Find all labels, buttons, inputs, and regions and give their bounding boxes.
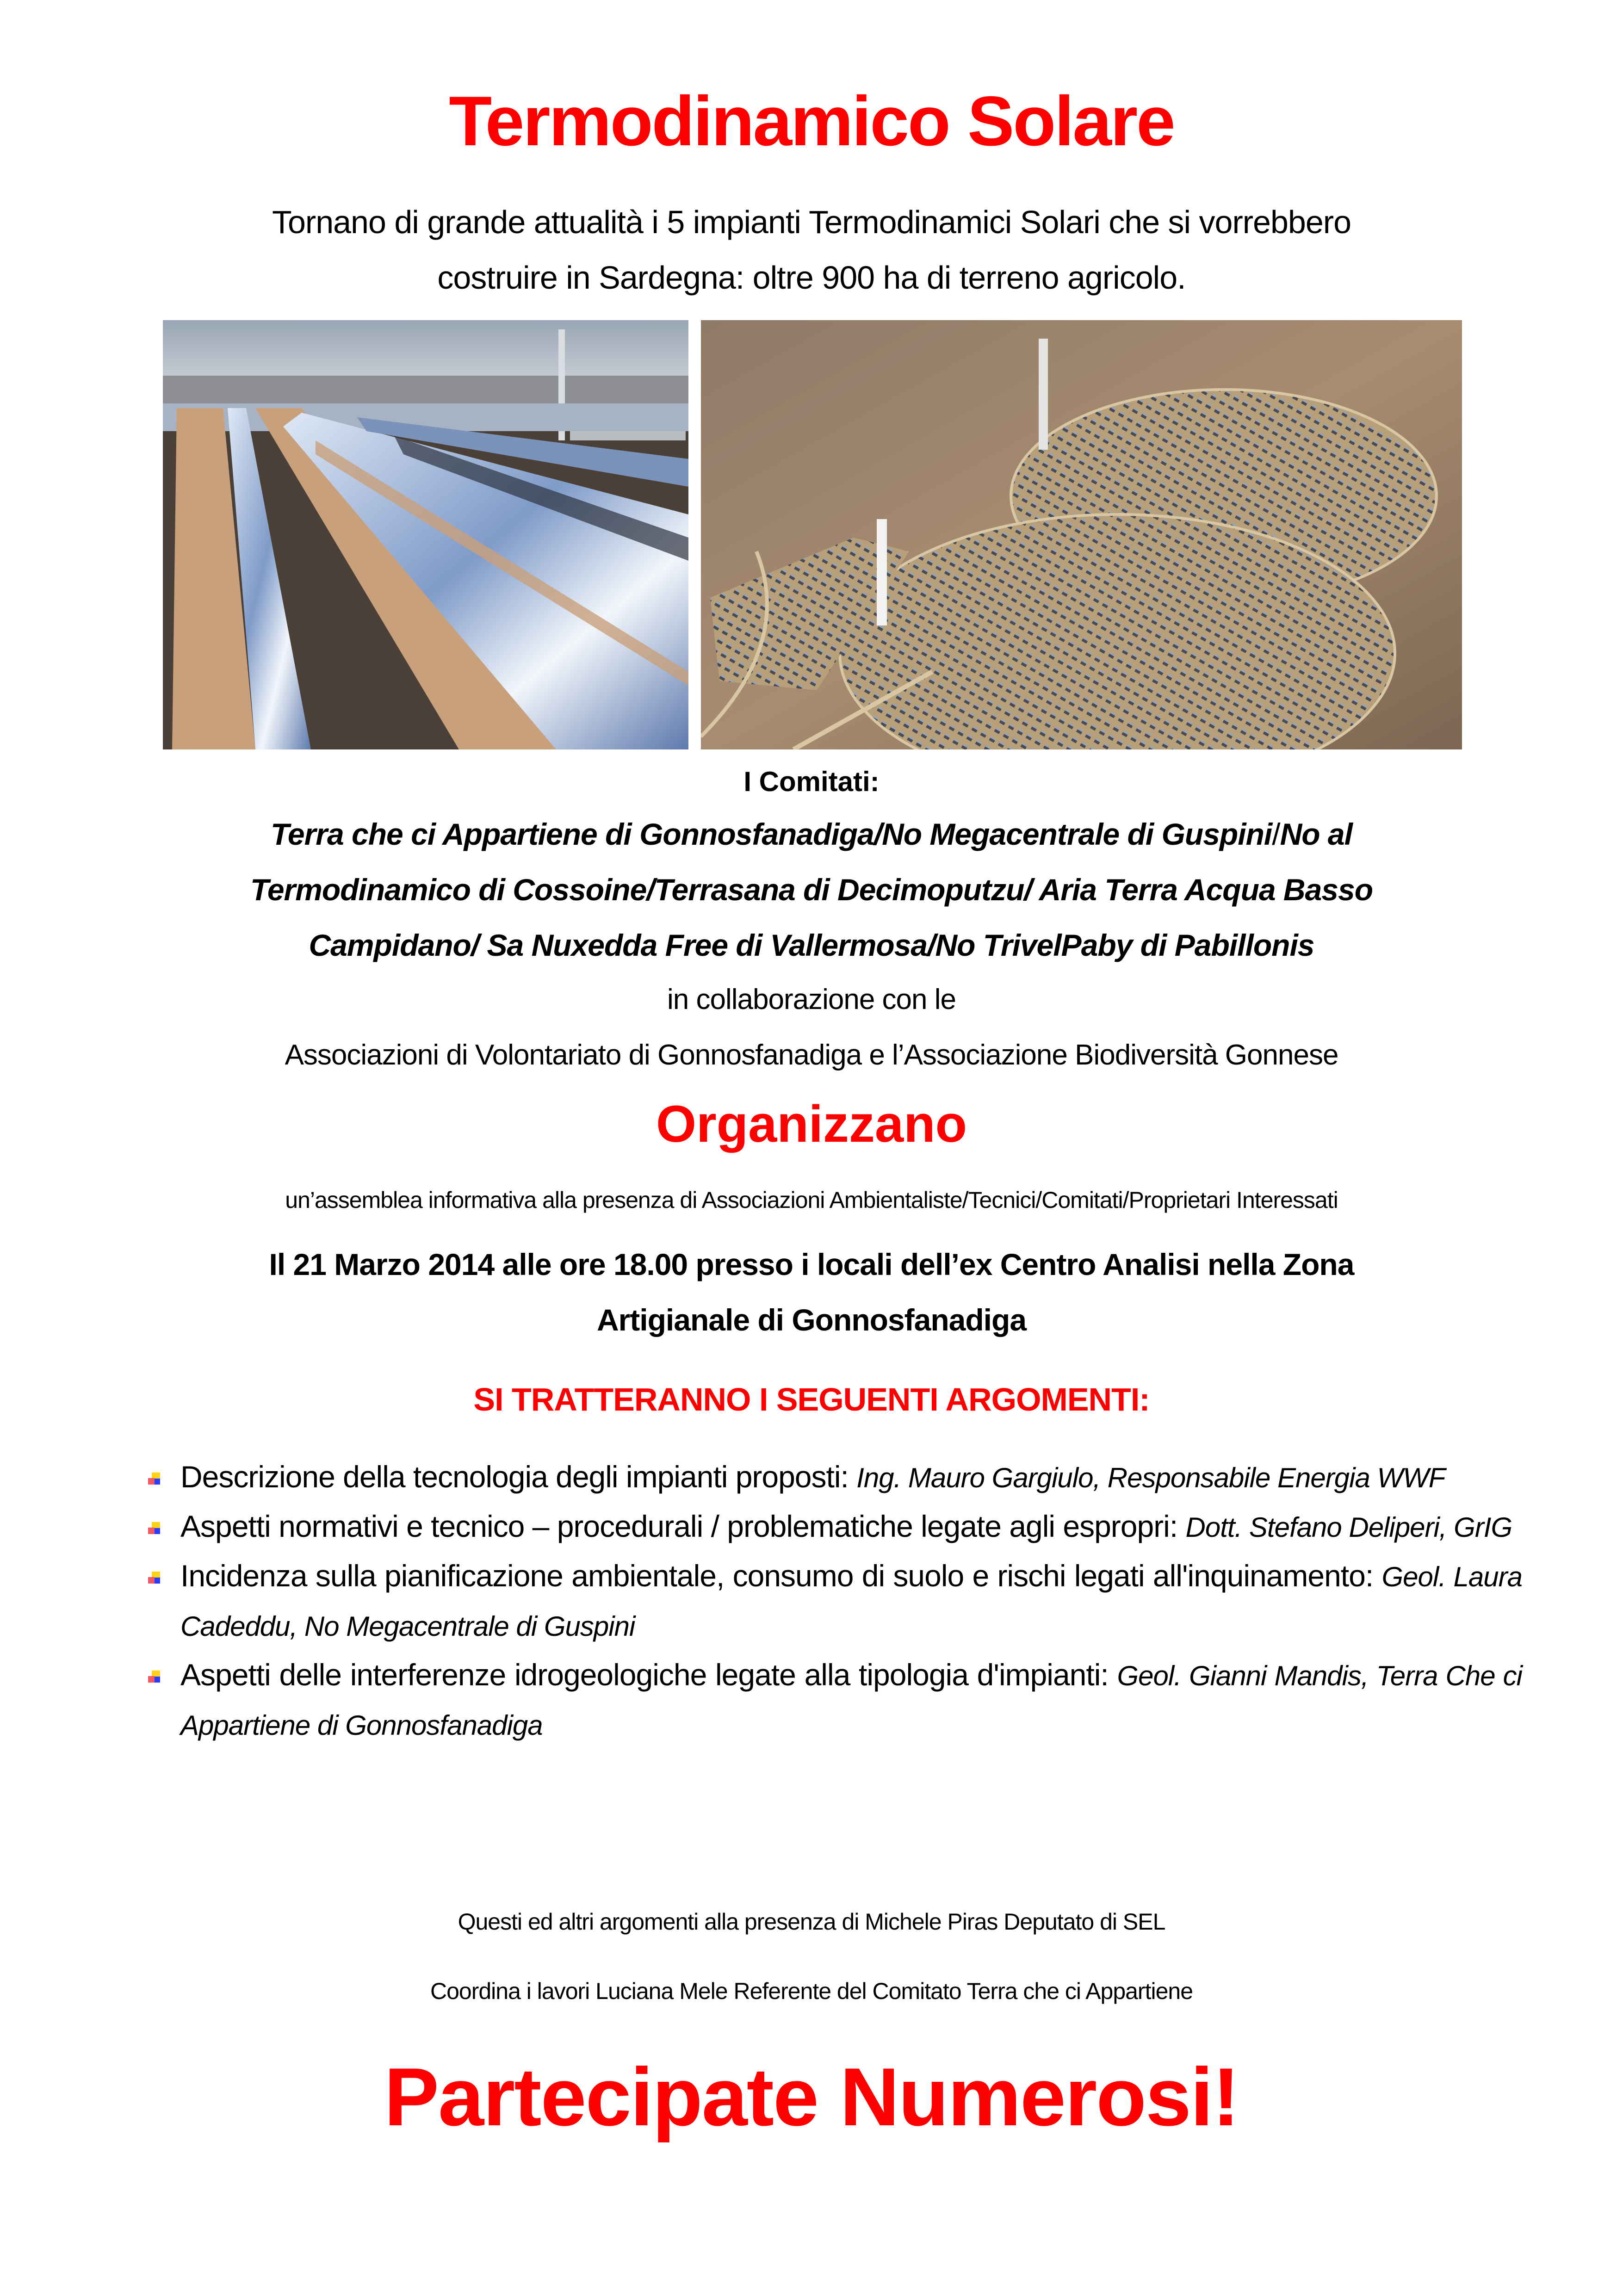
subtitle-line-1: Tornano di grande attualità i 5 impianti Termodinamici Solari che si vorrebbero (272, 204, 1351, 240)
parabolic-trough-illustration (163, 320, 688, 749)
comitati-line-2: Termodinamico di Cossoine/Terrasana di Decimoputzu/ Aria Terra Acqua Basso (250, 873, 1373, 907)
topic-item (143, 1453, 1522, 1502)
organizzano-heading: Organizzano (656, 1095, 967, 1153)
comitati-line-1 (0, 817, 1623, 852)
page-title: Termodinamico Solare (449, 82, 1174, 161)
topics-list (143, 1453, 1522, 1750)
bullet-icon (148, 1522, 160, 1534)
solar-tower-illustration (701, 320, 1462, 749)
event-details-line-2: Artigianale di Gonnosfanadiga (596, 1303, 1027, 1337)
bullet-icon (148, 1671, 160, 1683)
guest-note: Questi ed altri argomenti alla presenza di Michele Piras Deputato di SEL (458, 1909, 1165, 1935)
topic-text: Descrizione della tecnologia degli impianti proposti: (180, 1460, 857, 1494)
topic-item (143, 1651, 1522, 1750)
solar-tower-aerial-photo (701, 320, 1462, 749)
parabolic-trough-photo (163, 320, 688, 749)
topic-speaker: Dott. Stefano Deliperi, GrIG (1185, 1512, 1512, 1543)
topic-text: Incidenza sulla pianificazione ambientale, consumo di suolo e rischi legati all'inquinamento: (180, 1559, 1382, 1593)
topic-speaker: Geol. Laura Cadeddu, No Megacentrale di Guspini (180, 1561, 1522, 1642)
topics-heading: SI TRATTERANNO I SEGUENTI ARGOMENTI: (473, 1381, 1150, 1417)
topic-speaker: Geol. Gianni Mandis, Terra Che ci Appartiene di Gonnosfanadiga (180, 1660, 1522, 1741)
event-details-line-1: Il 21 Marzo 2014 alle ore 18.00 presso i locali dell’ex Centro Analisi nella Zona (269, 1247, 1354, 1281)
subtitle-line-2: costruire in Sardegna: oltre 900 ha di terreno agricolo. (437, 260, 1186, 296)
comitati-line-1-part-a: Terra che ci Appartiene di Gonnosfanadiga/No Megacentrale di Guspini (271, 817, 1272, 851)
topic-text: Aspetti delle interferenze idrogeologiche legate alla tipologia d'impianti: (180, 1658, 1117, 1692)
call-to-action: Partecipate Numerosi! (384, 2051, 1239, 2143)
bullet-icon (148, 1572, 160, 1584)
comitati-label: I Comitati: (743, 766, 880, 797)
comitati-separator: / (1272, 817, 1280, 851)
comitati-line-1-part-b: No al (1280, 817, 1352, 851)
assemblea-text: un’assemblea informativa alla presenza di Associazioni Ambientaliste/Tecnici/Comitati/Proprietari Interessati (285, 1187, 1338, 1213)
associations-text: Associazioni di Volontariato di Gonnosfanadiga e l’Associazione Biodiversità Gonnese (285, 1039, 1338, 1071)
topic-text: Aspetti normativi e tecnico – procedurali / problematiche legate agli espropri: (180, 1509, 1186, 1543)
bullet-icon (148, 1473, 160, 1485)
topic-item (143, 1552, 1522, 1651)
collaboration-text: in collaborazione con le (667, 984, 956, 1015)
topic-item (143, 1502, 1522, 1552)
coordinator-note: Coordina i lavori Luciana Mele Referente del Comitato Terra che ci Appartiene (430, 1978, 1193, 2004)
comitati-line-3: Campidano/ Sa Nuxedda Free di Vallermosa/No TrivelPaby di Pabillonis (309, 928, 1314, 962)
topic-speaker: Ing. Mauro Gargiulo, Responsabile Energia WWF (856, 1462, 1445, 1493)
